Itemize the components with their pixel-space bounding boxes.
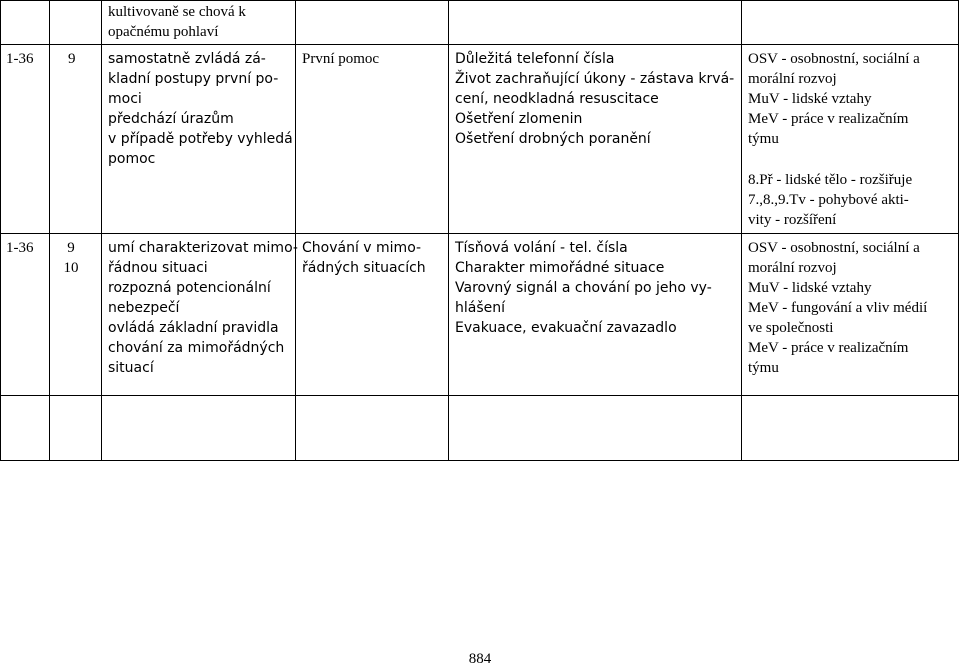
competence-cell: samostatně zvládá zá- kladní postupy první po- moci předchází úrazům v případě potřeby vyhledá pomoc xyxy=(108,51,293,167)
grade-cell: 9 xyxy=(68,51,76,67)
column-divider xyxy=(448,0,449,461)
topic-cell: Chování v mimo- řádných situacích xyxy=(302,240,426,276)
content-cell: Důležitá telefonní čísla Život zachraňující úkony - zástava krvá- cení, neodkladná resuscitace Ošetření zlomenin Ošetření drobných poranění xyxy=(455,51,735,147)
hours-cell: 1-36 xyxy=(6,51,34,67)
competence-cell: kultivovaně se chová k opačnému pohlaví xyxy=(108,4,246,40)
grade-cell: 9 10 xyxy=(63,240,79,276)
column-divider xyxy=(49,0,50,461)
column-divider xyxy=(295,0,296,461)
themes-cell: OSV - osobnostní, sociální a morální rozvoj MuV - lidské vztahy MeV - fungování a vliv médií ve společnosti MeV - práce v realizačním týmu xyxy=(748,240,928,376)
row-divider xyxy=(0,395,959,396)
competence-cell: umí charakterizovat mimo- řádnou situaci rozpozná potencionální nebezpečí ovládá základní pravidla chování za mimořádných situací xyxy=(108,240,298,376)
hours-cell: 1-36 xyxy=(6,240,34,256)
column-divider xyxy=(741,0,742,461)
row-divider xyxy=(0,0,959,1)
content-cell: Tísňová volání - tel. čísla Charakter mimořádné situace Varovný signál a chování po jeho vy- hlášení Evakuace, evakuační zavazadlo xyxy=(455,240,712,336)
themes-cell: OSV - osobnostní, sociální a morální rozvoj MuV - lidské vztahy MeV - práce v realizačním týmu xyxy=(748,51,920,147)
column-divider xyxy=(0,0,1,461)
page-number: 884 xyxy=(468,651,492,667)
row-divider xyxy=(0,460,959,461)
topic-cell: První pomoc xyxy=(302,51,380,67)
row-divider xyxy=(0,233,959,234)
themes-cell: 8.Př - lidské tělo - rozšiřuje 7.,8.,9.Tv - pohybové akti- vity - rozšíření xyxy=(748,172,913,228)
column-divider xyxy=(958,0,959,461)
column-divider xyxy=(101,0,102,461)
row-divider xyxy=(0,44,959,45)
